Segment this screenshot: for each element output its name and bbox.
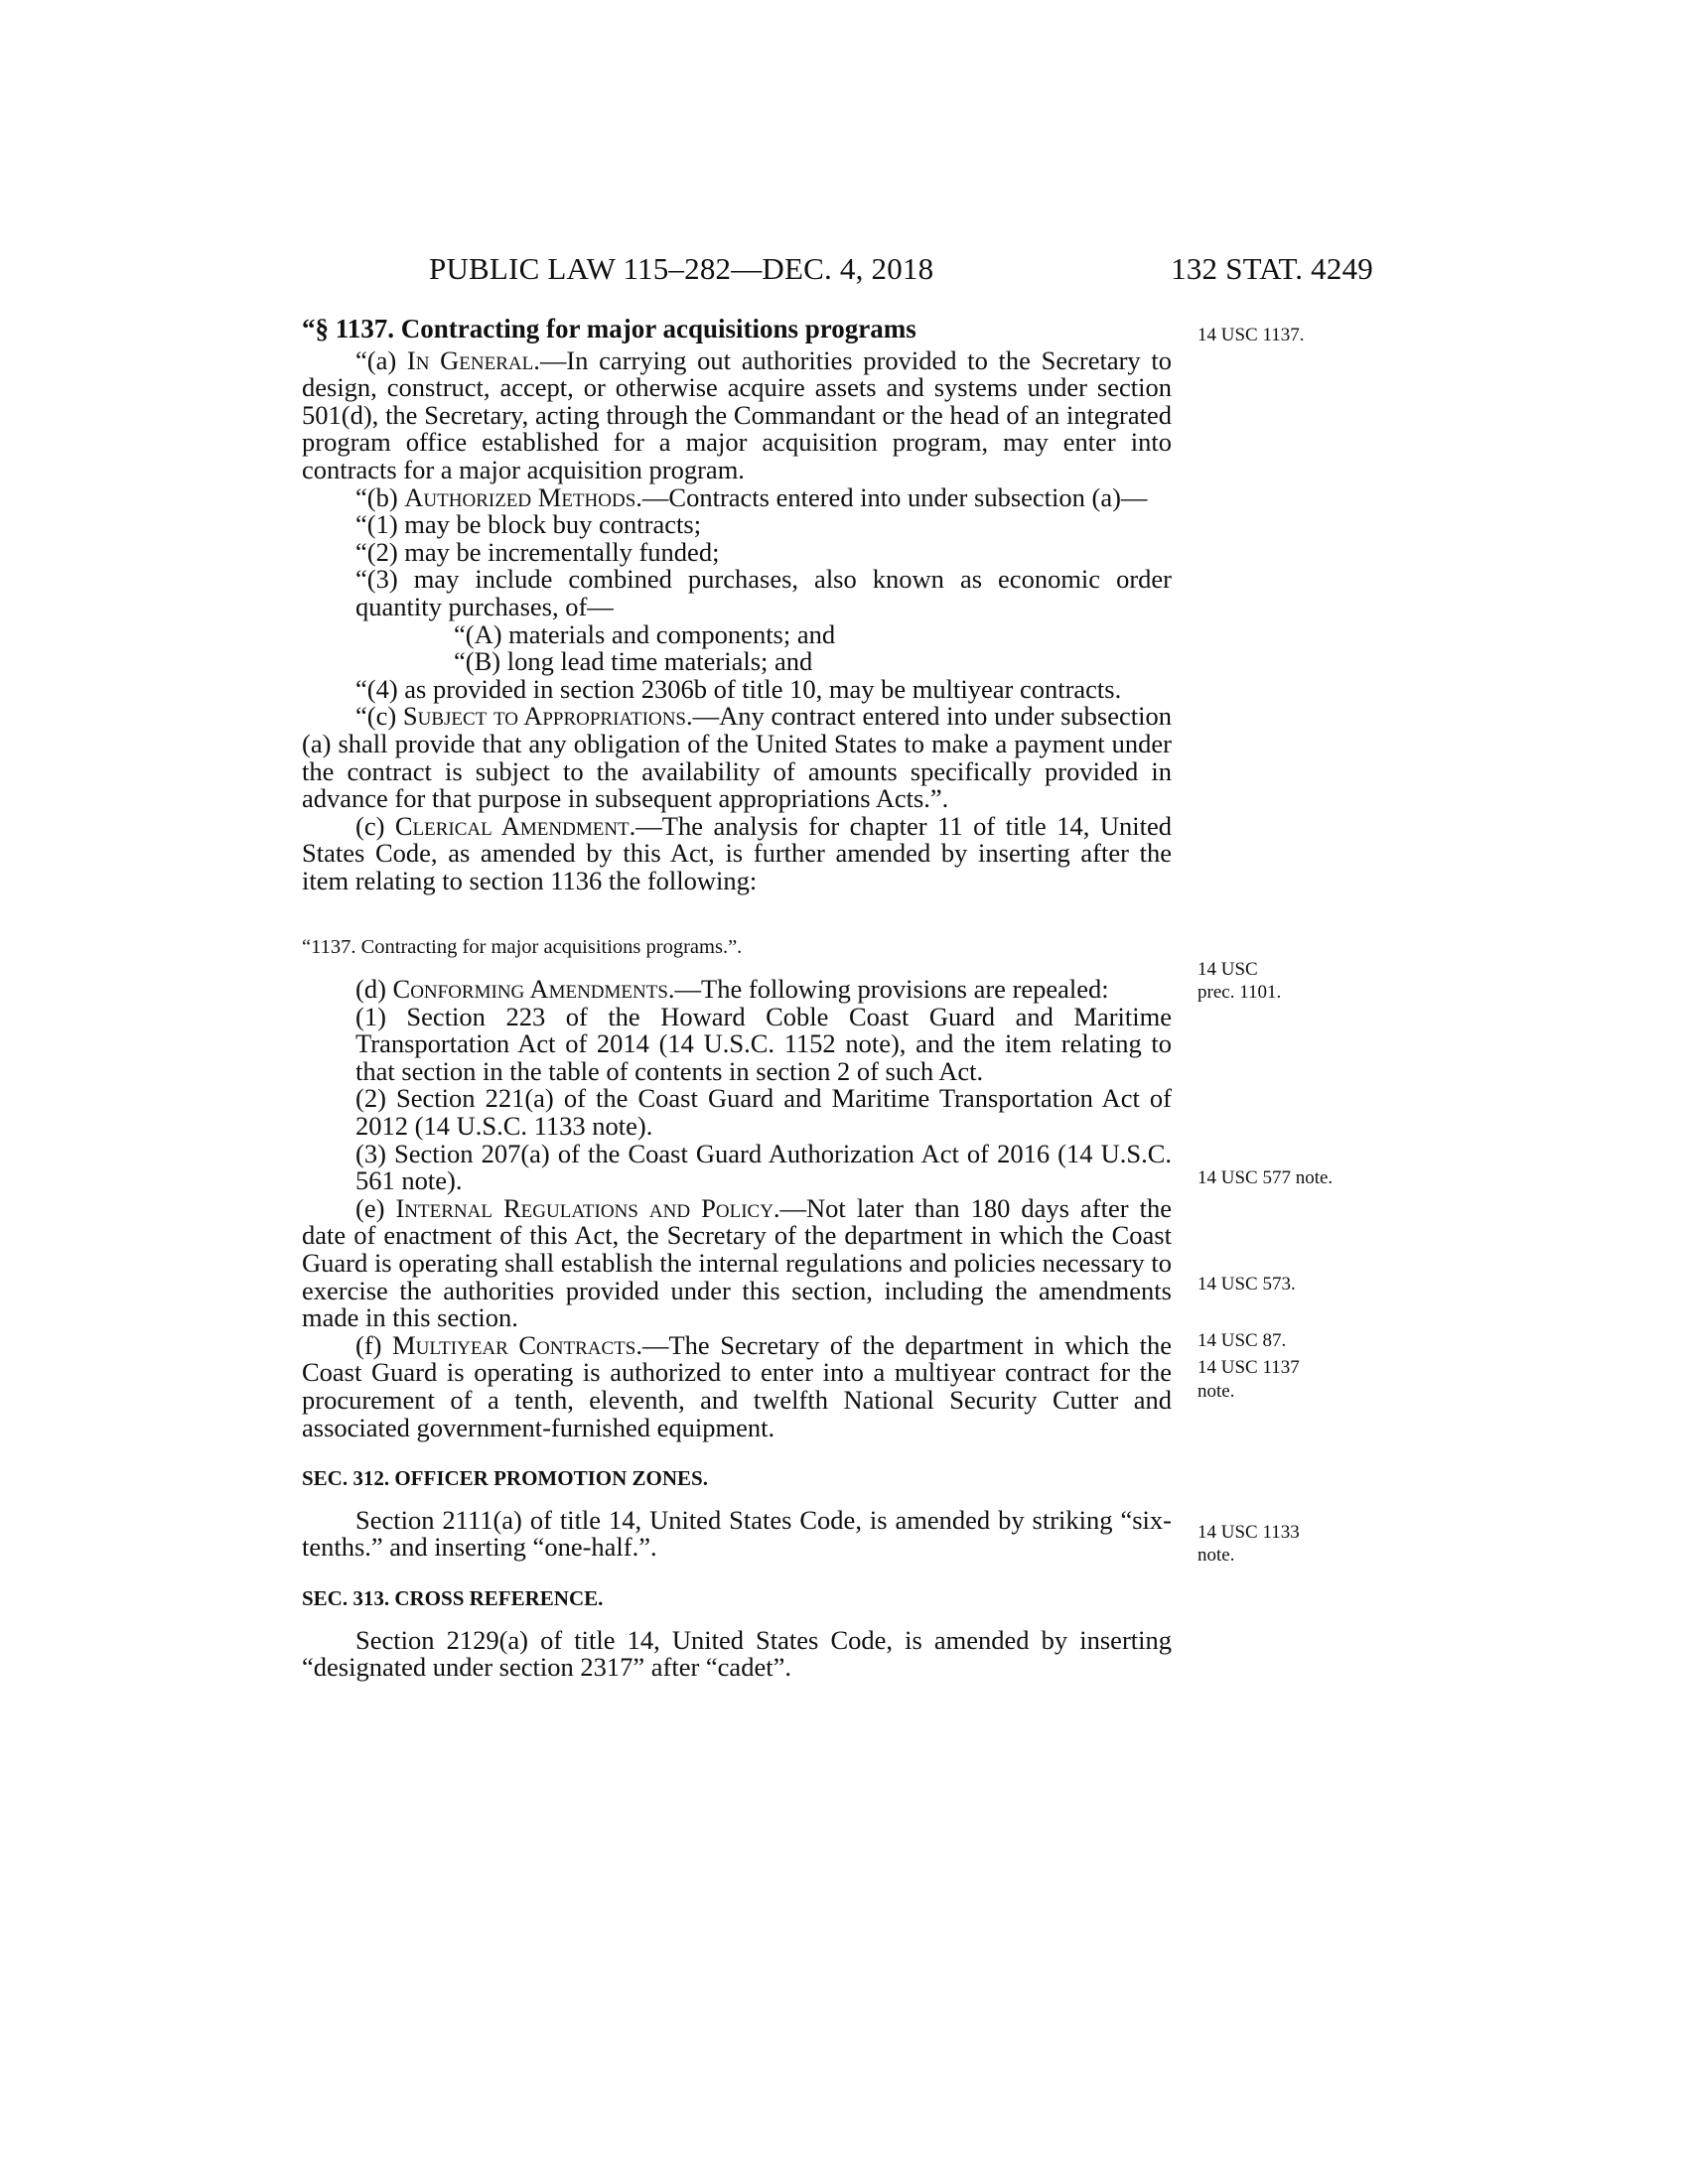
list-item: “(4) as provided in section 2306b of title 10, may be multiyear contracts. <box>355 673 1122 704</box>
caption-conforming-amendments: Conforming Amendments. <box>392 974 675 1005</box>
section-313-text: Section 2129(a) of title 14, United States Code, is amended by inserting “designated under section 2317” after “cadet”. <box>302 1624 1172 1683</box>
list-item: (2) Section 221(a) of the Coast Guard and Maritime Transportation Act of 2012 (14 U.S.C. 1133 note). <box>355 1083 1172 1142</box>
margin-note: prec. 1101. <box>1197 982 1282 1003</box>
margin-note: 14 USC <box>1197 959 1258 980</box>
multiyear-contracts: (f) Multiyear Contracts.—The Secretary of the department in which the Coast Guard is operating is authorized to enter into a multiyear contract for the procurement of a tenth, eleventh, and twelfth National Security Cutter and associated government-furnished equipment. <box>302 1329 1172 1442</box>
page-header <box>303 251 1373 295</box>
sub-list-item: “(A) materials and components; and <box>454 618 836 649</box>
section-312-text: Section 2111(a) of title 14, United States Code, is amended by striking “six-tenths.” and inserting “one-half.”. <box>302 1504 1172 1563</box>
document-body <box>302 316 1172 1682</box>
list-item: “(1) may be block buy contracts; <box>355 509 702 540</box>
list-item: “(2) may be incrementally funded; <box>355 536 720 567</box>
caption-multiyear-contracts: Multiyear Contracts. <box>392 1329 642 1360</box>
list-item: “(3) may include combined purchases, also known as economic order quantity purchases, of— <box>355 564 1172 621</box>
table-of-contents-entry: “1137. Contracting for major acquisitions programs.”. <box>302 936 743 959</box>
section-313-title: SEC. 313. CROSS REFERENCE. <box>302 1585 604 1610</box>
statute-page-number: 132 STAT. 4249 <box>1171 251 1373 286</box>
margin-note: note. <box>1197 1381 1235 1402</box>
caption-clerical-amendment: Clerical Amendment. <box>394 810 636 841</box>
margin-note: 14 USC 1137 <box>1197 1357 1300 1378</box>
section-1137-heading: “§ 1137. Contracting for major acquisitions programs <box>302 314 916 343</box>
margin-note: 14 USC 1137. <box>1197 325 1305 345</box>
margin-note: note. <box>1197 1545 1235 1566</box>
caption-authorized-methods: Authorized Methods. <box>404 481 642 512</box>
conforming-amendments: (d) Conforming Amendments.—The following provisions are repealed: <box>355 974 1109 1005</box>
paragraph-c: “(c) Subject to Appropriations.—Any contract entered into under subsection (a) shall provide that any obligation of the United States to make a payment under the contract is subject to the availability of amounts specifically provided in advance for that purpose in subsequent appropriations Acts.”. <box>302 701 1172 814</box>
running-head-title: PUBLIC LAW 115–282—DEC. 4, 2018 <box>429 251 934 286</box>
margin-note: 14 USC 573. <box>1197 1274 1296 1295</box>
internal-regulations: (e) Internal Regulations and Policy.—Not later than 180 days after the date of enactment of this Act, the Secretary of the department in which the Coast Guard is operating shall establish the internal regulations and policies necessary to exercise the authorities provided under this section, including the amendments made in this section. <box>302 1192 1172 1333</box>
paragraph-a: “(a) In General.—In carrying out authorities provided to the Secretary to design, construct, accept, or otherwise acquire assets and systems under section 501(d), the Secretary, acting through the Commandant or the head of an integrated program office established for a major acquisition program, may enter into contracts for a major acquisition program. <box>302 344 1172 484</box>
margin-note: 14 USC 577 note. <box>1197 1167 1334 1188</box>
section-312-title: SEC. 312. OFFICER PROMOTION ZONES. <box>302 1466 708 1491</box>
margin-note: 14 USC 87. <box>1197 1330 1287 1351</box>
caption-subject-to-appropriations: Subject to Appropriations. <box>402 701 693 732</box>
sub-list-item: “(B) long lead time materials; and <box>454 646 813 677</box>
caption-in-general: In General. <box>406 344 540 375</box>
list-item: (3) Section 207(a) of the Coast Guard Authorization Act of 2016 (14 U.S.C. 561 note). <box>355 1138 1172 1196</box>
paragraph-b: “(b) Authorized Methods.—Contracts entered into under subsection (a)— <box>355 481 1148 512</box>
margin-note: 14 USC 1133 <box>1197 1522 1300 1543</box>
list-item: (1) Section 223 of the Howard Coble Coast Guard and Maritime Transportation Act of 2014 (14 U.S.C. 1152 note), and the item relating to that section in the table of contents in section 2 of such Act. <box>355 1001 1172 1086</box>
clerical-amendment: (c) Clerical Amendment.—The analysis for chapter 11 of title 14, United States Code, as amended by this Act, is further amended by inserting after the item relating to section 1136 the following: <box>302 810 1172 895</box>
caption-internal-regulations: Internal Regulations and Policy. <box>395 1192 780 1223</box>
